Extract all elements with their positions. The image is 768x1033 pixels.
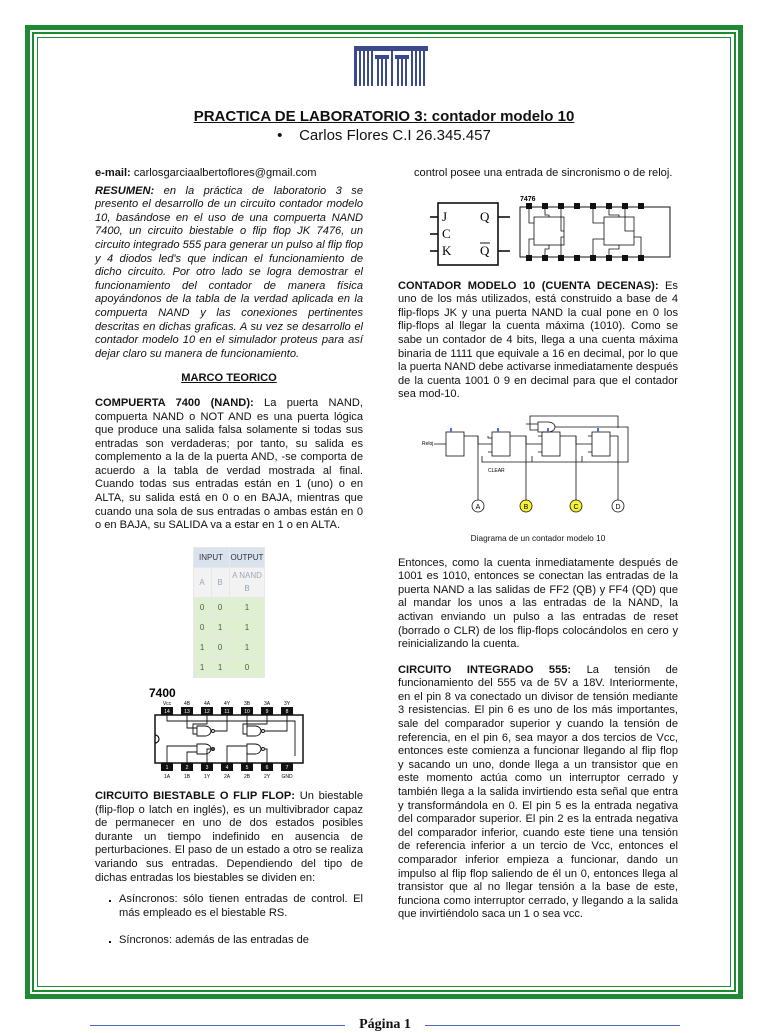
pin-number: 12 xyxy=(204,709,210,716)
pin-number: 2 xyxy=(185,765,189,772)
compuerta-label: COMPUERTA 7400 (NAND): xyxy=(95,396,254,409)
chip-7476-label: 7476 xyxy=(520,195,536,203)
pin-label: 4A xyxy=(203,701,211,708)
table-row xyxy=(193,638,265,658)
pin-label: 3Y xyxy=(283,701,291,708)
ic-7400-pinout xyxy=(145,686,355,786)
truth-cell: 1 xyxy=(229,618,265,638)
marco-teorico-heading: MARCO TEORICO xyxy=(181,372,277,385)
truth-cell: 1 xyxy=(193,638,211,658)
email-label: e-mail: xyxy=(95,167,131,179)
pin-number: 4 xyxy=(225,765,229,772)
pin-number: 9 xyxy=(265,709,269,716)
footer-rule-left xyxy=(90,1025,345,1026)
resumen-text: en la práctica de laboratorio 3 se presento el desarrollo de un circuito contador modelo 10, basándose en el uso de una compuerta NAND 7400, un circuito biestable o flip flop JK 7476, un circuito integrado 555 para generar un pulso al flip flop y 4 diodos led's que indican el funcionamiento de dicho circuito. Por otro lado se logra demostrar el funcionamiento del contador de manera física apoyándonos de la tabla de la verdad aplicada en la compuerta NAND y las conexiones pertinentes descritas en dichas graficas. A su vez se desarrollo el contador modelo 10 en el simulador proteus para así dejar claro su manera de funcionamiento. xyxy=(95,184,363,360)
contador-paragraph xyxy=(398,280,678,402)
jk-j-label: J xyxy=(442,208,448,224)
truth-cell: 0 xyxy=(211,638,229,658)
nand-truth-table xyxy=(193,547,266,678)
pin-number: 6 xyxy=(265,765,269,772)
university-logo xyxy=(354,46,428,86)
pin-number: 14 xyxy=(164,709,170,716)
biestable-text: Un biestable (flip-flop o latch en inglés), es un multivibrador capaz de permanecer en uno de dos estados posibles durante un tiempo indefinido en ausencia de perturbaciones. El paso de un estado a otro se realiza variando sus entradas. Dependiendo del tipo de dichas entradas los biestables se dividen en: xyxy=(95,790,363,884)
pin-label: 1B xyxy=(183,774,191,781)
truth-cell: 0 xyxy=(193,618,211,638)
pin-label: 4Y xyxy=(223,701,231,708)
table-row xyxy=(193,598,265,618)
truth-cell: 1 xyxy=(193,658,211,678)
truth-cell: 1 xyxy=(211,618,229,638)
contador-text: Es uno de los más utilizados, está construido a base de 4 flip-flops JK y una puerta NAND la cual pone en 0 los flip-flops al llegar la cuenta máxima (1010). Como se sabe un contador de 4 bits, llega a una cuenta máxima binaria de 1111 que equivale a 16 en decimal, por lo que la puerta NAND debe activarse inmediatamente después de la cuenta 1001 0 9 en decimal para que el contador sea mod-10. xyxy=(398,279,678,401)
biestable-paragraph xyxy=(95,790,363,885)
truth-sub-out: A NAND B xyxy=(229,567,265,597)
list-item: ▪ Asíncronos: sólo tienen entradas de control. El más empleado es el biestable RS. xyxy=(119,893,363,920)
truth-cell: 1 xyxy=(229,598,265,618)
right-column xyxy=(398,167,678,922)
jk-k-label: K xyxy=(442,242,452,258)
jk-c-label: C xyxy=(442,225,451,241)
output-d-label: D xyxy=(615,503,621,511)
pin-number: 8 xyxy=(285,709,289,716)
page-title xyxy=(0,108,768,125)
pin-number: 3 xyxy=(205,765,209,772)
pin-label: 2A xyxy=(223,774,231,781)
page-number: Página 1 xyxy=(359,1017,411,1032)
author-line: • Carlos Flores C.I 26.345.457 xyxy=(277,127,491,144)
pin-label: 2Y xyxy=(263,774,271,781)
pin-label: 1Y xyxy=(203,774,211,781)
truth-cell: 0 xyxy=(193,598,211,618)
pin-number: 13 xyxy=(184,709,190,716)
biestable-list xyxy=(95,893,363,948)
c555-text: La tensión de funcionamiento del 555 va de 5V a 18V. Interiormente, en el pin 8 va conectado un divisor de tensión mediante 3 resistencias. El pin 6 es uno de los más importantes, sale del comparador superior y cuando la tensión de referencia, en el pin 6, sea mayor a dos tercios de Vcc, entonces este comienza a funcionar llegando al flip flop y sacando un uno, donde llega a un transistor que en este momento actúa como un interruptor cerrado y también llega a la salida invirtiendo esta señal que entra y transformándola en 0. El pin 5 es la entrada negativa del comparador superior. El pin 2 es la entrada negativa del comparador inferior, cuando este tiene una tensión de referencia inferior a un tercio de Vcc, entonces el comparador inferior empieza a funcionar, dando un impulso al flip flop saliendo de él un 0, entonces llega al transistor que al no llegar tensión a la base de este, funciona como interruptor cerrado, y llegando a la salida que invirtiéndolo saca un 1 o sea vcc. xyxy=(398,663,678,921)
pin-number: 5 xyxy=(245,765,249,772)
jk-flipflop-diagram xyxy=(430,193,680,271)
output-a-label: A xyxy=(475,503,481,511)
jk-q-label: Q xyxy=(480,208,490,224)
pin-number: 11 xyxy=(224,709,230,716)
truth-head-output: OUTPUT xyxy=(229,547,265,567)
pin-label: GND xyxy=(281,774,293,781)
jk-qbar-label: Q xyxy=(480,242,490,258)
left-column xyxy=(95,167,363,962)
table-row xyxy=(193,618,265,638)
compuerta-text: La puerta NAND, compuerta NAND o NOT AND es una puerta lógica que produce una salida falsa solamente si todas sus entradas son verdaderas; por tanto, su salida es complemento a la de la puerta AND, -se comporta de acuerdo a la tabla de verdad mostrada al final. Cuando todas sus entradas están en 1 (uno) o en ALTA, su salida está en 0 o en BAJA, mientras que cuando una sola de sus entradas o ambas están en 0 o en BAJA, su SALIDA va a estar en 1 o en ALTA. xyxy=(95,396,363,532)
mod10-counter-diagram xyxy=(422,414,652,528)
truth-cell: 1 xyxy=(229,638,265,658)
footer-rule-right xyxy=(425,1025,680,1026)
author-text: Carlos Flores C.I 26.345.457 xyxy=(299,127,491,144)
truth-sub-b: B xyxy=(211,567,229,597)
truth-sub-a: A xyxy=(193,567,211,597)
biestable-label: CIRCUITO BIESTABLE O FLIP FLOP: xyxy=(95,790,295,803)
output-b-label: B xyxy=(523,503,529,511)
truth-head-input: INPUT xyxy=(193,547,229,567)
truth-cell: 1 xyxy=(211,658,229,678)
list-item: ▪ Síncronos: además de las entradas de xyxy=(119,934,363,948)
c555-label: CIRCUITO INTEGRADO 555: xyxy=(398,663,572,676)
table-row xyxy=(193,658,265,678)
c555-paragraph xyxy=(398,664,678,922)
continued-text: control posee una entrada de sincronismo o de reloj. xyxy=(414,167,673,179)
output-c-label: C xyxy=(573,503,579,511)
pin-label: 1A xyxy=(163,774,171,781)
diagram-caption: Diagrama de un contador modelo 10 xyxy=(470,532,606,543)
pin-label: Vcc xyxy=(162,701,172,708)
pin-number: 1 xyxy=(165,765,169,772)
entonces-paragraph: Entonces, como la cuenta inmediatamente después de 1001 es 1010, entonces se conectan las entradas de la puerta NAND a las salidas de FF2 (QB) y FF4 (QD) que al mandar los unos a las entradas de la NAND, la activan enviando un pulso a las entradas de reset (borrado o CLR) de los flip-flops colocándolos en cero y reinicializando la cuenta. xyxy=(398,556,678,651)
contador-label: CONTADOR MODELO 10 (CUENTA DECENAS): xyxy=(398,279,659,292)
ic-7400-label: 7400 xyxy=(149,686,176,701)
resumen-paragraph xyxy=(95,185,363,362)
pin-label: 4B xyxy=(183,701,191,708)
clear-label: CLEAR xyxy=(488,467,505,474)
compuerta-paragraph xyxy=(95,397,363,533)
pin-number: 7 xyxy=(285,765,289,772)
truth-cell: 0 xyxy=(229,658,265,678)
truth-cell: 0 xyxy=(211,598,229,618)
pin-label: 3B xyxy=(243,701,251,708)
pin-label: 2B xyxy=(243,774,251,781)
pin-number: 10 xyxy=(244,709,250,716)
title-text: PRACTICA DE LABORATORIO 3: contador modelo 10 xyxy=(193,108,575,125)
email-line xyxy=(95,167,363,181)
email-address: carlosgarciaalbertoflores@gmail.com xyxy=(133,167,317,179)
pin-label: 3A xyxy=(263,701,271,708)
resumen-label: RESUMEN: xyxy=(95,184,155,197)
clock-label: Reloj xyxy=(422,440,434,447)
